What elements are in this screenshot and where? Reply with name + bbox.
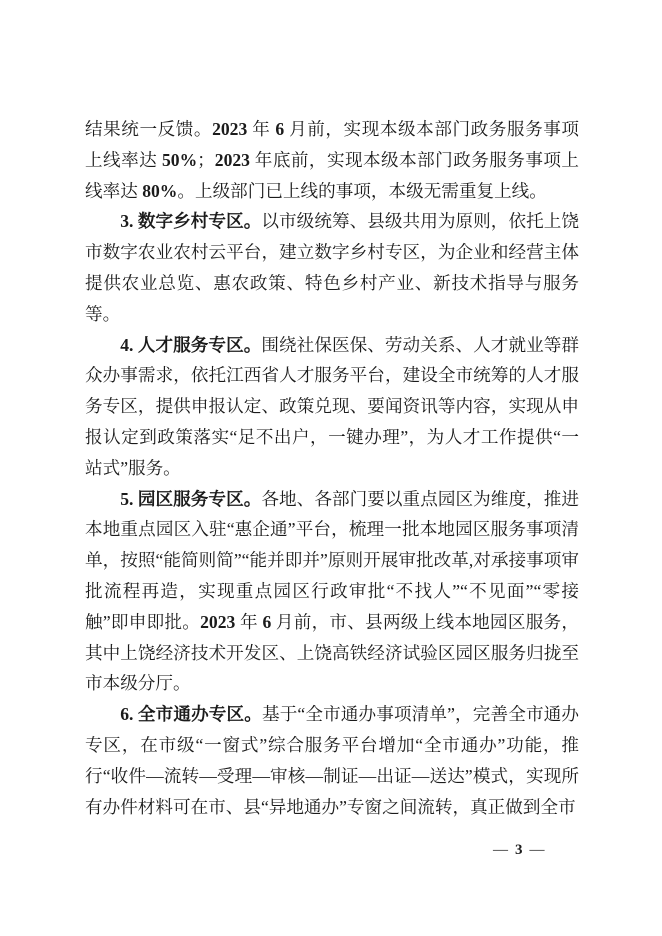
text-run: 结果统一反馈。 bbox=[85, 119, 213, 139]
bold-text-run: 6 bbox=[275, 119, 285, 139]
bold-text-run: 4. 人才服务专区。 bbox=[120, 334, 262, 355]
bold-text-run: 6. 全市通办专区。 bbox=[120, 704, 262, 725]
text-run: 年 bbox=[247, 119, 276, 139]
text-run: 年底前，实现本级本部门政务服务事项上线率达 bbox=[85, 149, 579, 201]
bold-text-run: 2023 bbox=[212, 119, 248, 139]
bold-text-run: 6 bbox=[262, 611, 272, 632]
bold-text-run: 2023 bbox=[200, 611, 236, 632]
body-paragraph bbox=[85, 330, 579, 484]
bold-text-run: 80% bbox=[142, 180, 178, 201]
body-paragraph bbox=[85, 484, 579, 700]
text-run: 各地、各部门要以重点园区为维度，推进本地重点园区入驻“惠企通”平台，梳理一批本地园区服务事项清单，按照“能简则简”“能并即并”原则开展审批改革,对承接事项审批流程再造，实现重点园区行政审批“不找人”“不见面”“零接触”即申即批。 bbox=[85, 488, 579, 632]
text-run: 月前，实现本级本部门政务服务事项上线率达 bbox=[85, 119, 579, 170]
text-run: 。上级部门已上线的事项，本级无需重复上线。 bbox=[177, 180, 547, 201]
text-run: 围绕社保医保、劳动关系、人才就业等群众办事需求，依托江西省人才服务平台，建设全市统筹的人才服务专区，提供申报认定、政策兑现、要闻资讯等内容，实现从申报认定到政策落实“足不出户，一键办理”，为人才工作提供“一站式”服务。 bbox=[85, 334, 579, 478]
body-paragraph bbox=[85, 206, 579, 329]
bold-text-run: 50% bbox=[161, 149, 198, 170]
text-run: 年 bbox=[235, 611, 263, 632]
page-number-value: 3 bbox=[515, 842, 523, 858]
page-number-right-dash: — bbox=[529, 842, 545, 858]
text-run: 月前，市、县两级上线本地园区服务，其中上饶经济技术开发区、上饶高铁经济试验区园区服务归拢至市本级分厅。 bbox=[85, 611, 579, 694]
document-body bbox=[85, 114, 579, 822]
bold-text-run: 5. 园区服务专区。 bbox=[120, 488, 262, 509]
text-run: 基于“全市通办事项清单”，完善全市通办专区，在市级“一窗式”综合服务平台增加“全市通办”功能，推行“收件—流转—受理—审核—制证—出证—送达”模式，实现所有办件材料可在市、县“异地通办”专窗之间流转，真正做到全市 bbox=[85, 704, 579, 817]
bold-text-run: 3. 数字乡村专区。 bbox=[120, 211, 262, 232]
body-paragraph bbox=[85, 699, 579, 822]
bold-text-run: 2023 bbox=[214, 149, 250, 170]
body-paragraph bbox=[85, 114, 579, 206]
text-run: ； bbox=[197, 149, 215, 170]
page-number-left-dash: — bbox=[493, 842, 508, 858]
text-run: 以市级统筹、县级共用为原则，依托上饶市数字农业农村云平台，建立数字乡村专区，为企业和经营主体提供农业总览、惠农政策、特色乡村产业、新技术指导与服务等。 bbox=[85, 211, 579, 324]
page-number bbox=[493, 841, 545, 860]
